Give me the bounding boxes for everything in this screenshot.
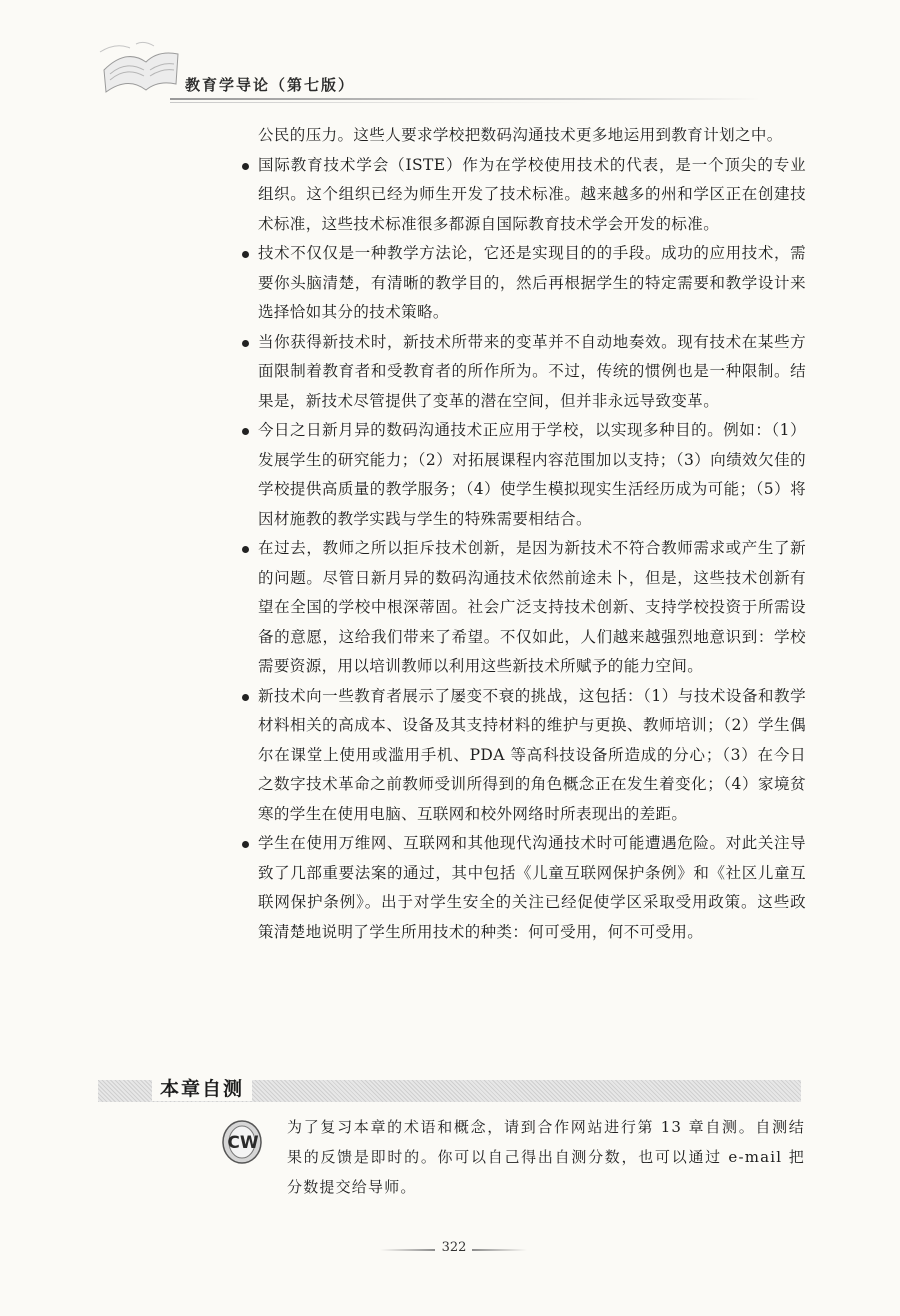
book-title: 教育学导论（第七版）: [185, 76, 356, 94]
bullet-dot-icon: [242, 428, 249, 435]
bullet-dot-icon: [242, 340, 249, 347]
open-book-icon: [96, 40, 186, 100]
page-number: 322: [441, 1240, 467, 1255]
self-test-text: 为了复习本章的术语和概念，请到合作网站进行第 13 章自测。自测结果的反馈是即时的。你可以自己得出自测分数，也可以通过 e-mail 把分数提交给导师。: [287, 1118, 805, 1196]
bullet-text: 当你获得新技术时，新技术所带来的变革并不自动地奏效。现有技术在某些方面限制着教育者和受教育者的所作所为。不过，传统的惯例也是一种限制。结果是，新技术尽管提供了变革的潜在空间，但并非永远导致变革。: [258, 332, 806, 410]
bullet-item: [258, 534, 806, 682]
bullet-list: [258, 151, 806, 948]
bullet-item: [258, 328, 806, 417]
body-text: [258, 121, 806, 947]
header-rule-thin: [170, 102, 590, 103]
bullet-item: [258, 239, 806, 328]
bullet-dot-icon: [242, 841, 249, 848]
bullet-dot-icon: [242, 694, 249, 701]
footer-ornament-left: [380, 1249, 435, 1251]
continued-paragraph: 公民的压力。这些人要求学校把数码沟通技术更多地运用到教育计划之中。: [258, 126, 783, 144]
bullet-dot-icon: [242, 546, 249, 553]
bullet-dot-icon: [242, 251, 249, 258]
companion-website-icon: [220, 1116, 272, 1168]
bullet-dot-icon: [242, 163, 249, 170]
bullet-text: 新技术向一些教育者展示了屡变不衰的挑战，这包括：（1）与技术设备和教学材料相关的高成本、设备及其支持材料的维护与更换、教师培训；（2）学生偶尔在课堂上使用或滥用手机、PDA 等高科技设备所造成的分心；（3）在今日之数字技术革命之前教师受训所得到的角色概念正在发生着变化；（4）家境贫寒的学生在使用电脑、互联网和校外网络时所表现出的差距。: [258, 686, 806, 823]
bullet-item: [258, 151, 806, 240]
page-header: [0, 0, 900, 110]
cw-icon-label: CW: [227, 1133, 259, 1153]
bullet-text: 在过去，教师之所以拒斥技术创新，是因为新技术不符合教师需求或产生了新的问题。尽管日新月异的数码沟通技术依然前途未卜，但是，这些技术创新有望在全国的学校中根深蒂固。社会广泛支持技术创新、支持学校投资于所需设备的意愿，这给我们带来了希望。不仅如此，人们越来越强烈地意识到：学校需要资源，用以培训教师以利用这些新技术所赋予的能力空间。: [258, 539, 806, 675]
bullet-item: [258, 682, 806, 830]
bullet-text: 技术不仅仅是一种教学方法论，它还是实现目的的手段。成功的应用技术，需要你头脑清楚，有清晰的教学目的，然后再根据学生的特定需要和教学设计来选择恰如其分的技术策略。: [258, 244, 806, 321]
bullet-text: 国际教育技术学会（ISTE）作为在学校使用技术的代表，是一个顶尖的专业组织。这个组织已经为师生开发了技术标准。越来越多的州和学区正在创建技术标准，这些技术标准很多都源自国际教育技术学会开发的标准。: [258, 155, 806, 233]
bullet-item: [258, 829, 806, 947]
bullet-text: 学生在使用万维网、互联网和其他现代沟通技术时可能遭遇危险。对此关注导致了几部重要法案的通过，其中包括《儿童互联网保护条例》和《社区儿童互联网保护条例》。出于对学生安全的关注已经促使学区采取受用政策。这些政策清楚地说明了学生所用技术的种类：何可受用，何不可受用。: [258, 834, 806, 941]
bullet-item: [258, 416, 806, 534]
footer-ornament-right: [472, 1249, 527, 1251]
section-title: 本章自测: [152, 1074, 252, 1101]
header-rule: [170, 98, 760, 100]
bullet-text: 今日之日新月异的数码沟通技术正应用于学校，以实现多种目的。例如：（1）发展学生的研究能力；（2）对拓展课程内容范围加以支持；（3）向绩效欠佳的学校提供高质量的教学服务；（4）使学生模拟现实生活经历成为可能；（5）将因材施教的教学实践与学生的特殊需要相结合。: [258, 421, 806, 528]
